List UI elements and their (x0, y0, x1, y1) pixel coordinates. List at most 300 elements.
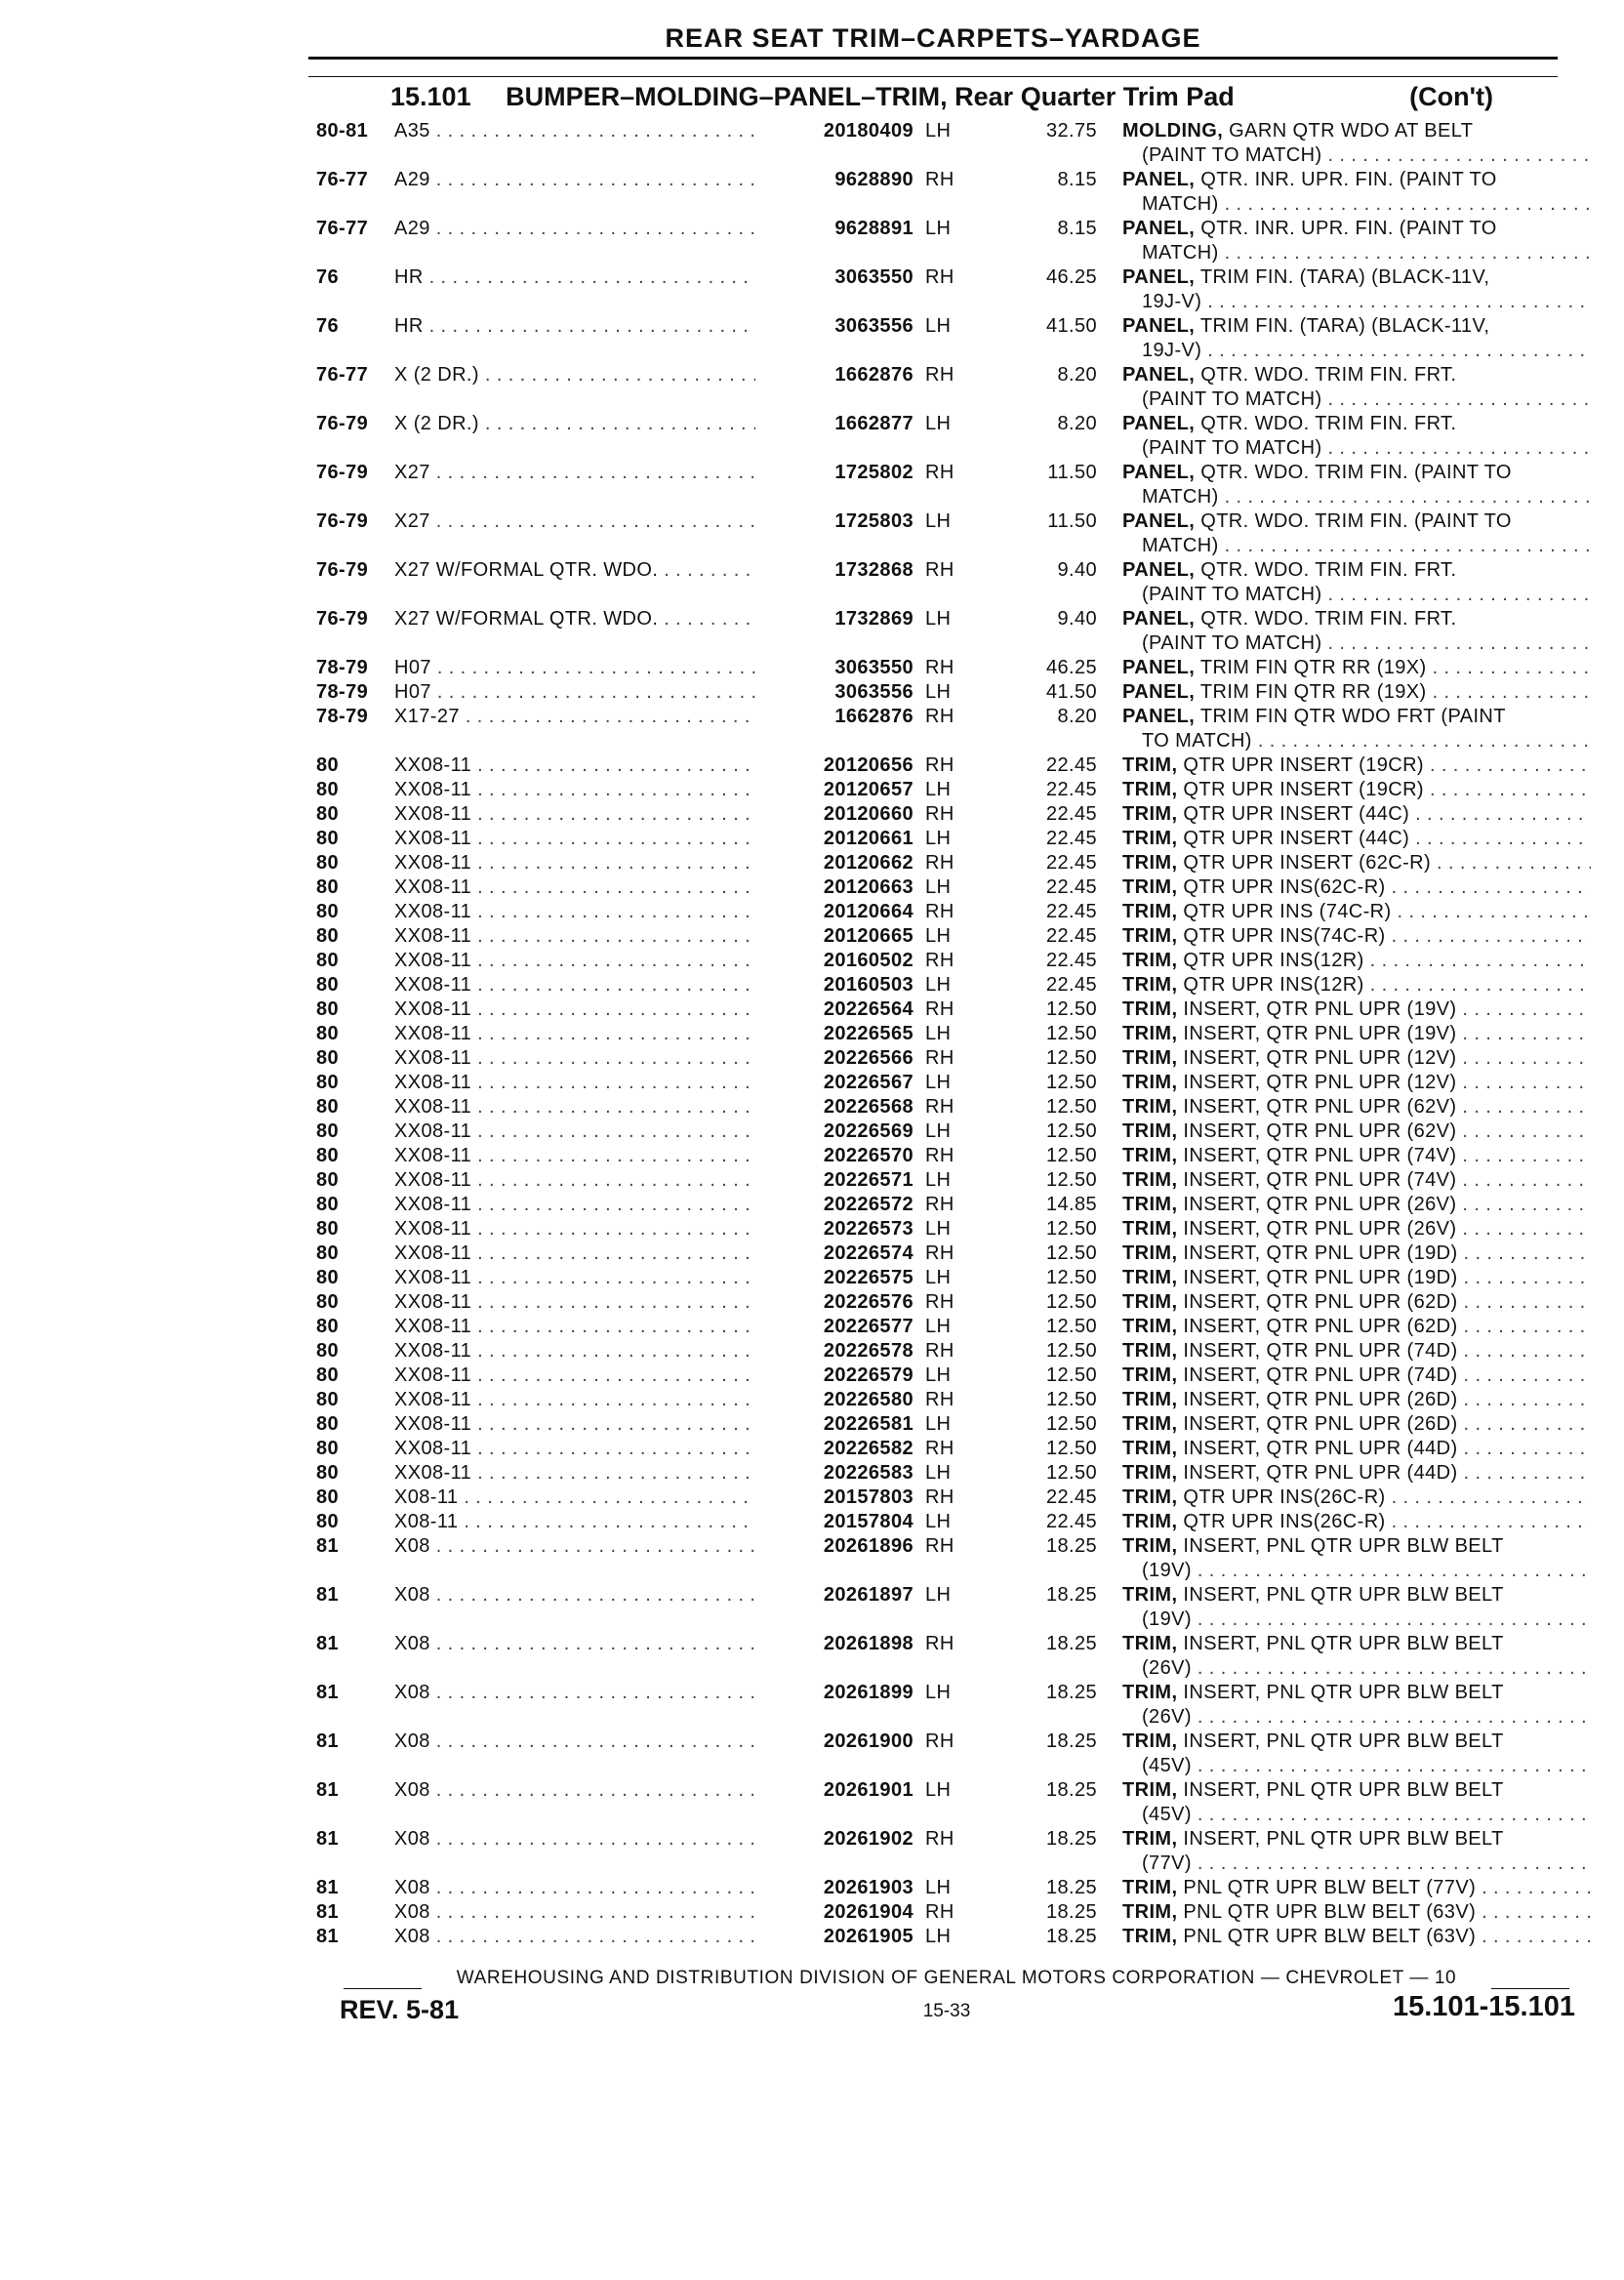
row-description (1122, 802, 1591, 827)
row-side: LH (925, 1682, 952, 1703)
row-part-number: 1725802 (834, 462, 914, 483)
row-description-text: TRIM FIN QTR WDO FRT (PAINT (1199, 706, 1506, 727)
row-price: 22.45 (1045, 1486, 1097, 1508)
row-part-number: 20226568 (823, 1096, 914, 1118)
row-description-key: TRIM, (1122, 1194, 1178, 1215)
row-description-key: TRIM, (1122, 876, 1178, 898)
row-part-number: 20261899 (823, 1682, 914, 1703)
row-side: LH (925, 1584, 952, 1606)
row-year: 80 (316, 1486, 340, 1508)
row-price: 18.25 (1045, 1828, 1097, 1850)
row-description (1122, 1583, 1591, 1632)
row-description-key: TRIM, (1122, 1096, 1178, 1118)
row-description-key: TRIM, (1122, 803, 1178, 825)
row-description-text: INSERT, QTR PNL UPR (26D) (1183, 1413, 1458, 1435)
row-year: 76-79 (316, 413, 369, 434)
row-year: 80 (316, 1267, 340, 1288)
row-description-key: TRIM, (1122, 1340, 1178, 1362)
row-description-key: TRIM, (1122, 1291, 1178, 1313)
row-part-number: 9628891 (834, 218, 914, 239)
row-part-number: 20226566 (823, 1047, 914, 1069)
row-year: 81 (316, 1584, 340, 1606)
row-description-text: QTR. INR. UPR. FIN. (PAINT TO (1200, 169, 1497, 190)
row-description-text: QTR. WDO. TRIM FIN. (PAINT TO (1200, 462, 1512, 483)
row-side: LH (925, 608, 952, 630)
row-year: 80 (316, 1438, 340, 1459)
row-description-key: TRIM, (1122, 1730, 1178, 1752)
page-header-title: REAR SEAT TRIM–CARPETS–YARDAGE (665, 23, 1201, 53)
row-price: 22.45 (1045, 925, 1097, 947)
row-side: RH (925, 657, 954, 678)
row-price: 12.50 (1045, 1096, 1097, 1118)
row-part-number: 20120661 (823, 828, 914, 849)
row-description (1122, 973, 1591, 998)
row-side: LH (925, 1218, 952, 1240)
row-side: LH (925, 876, 952, 898)
row-side: RH (925, 1901, 954, 1923)
row-option: XX08-11 . . . (394, 778, 755, 802)
section-range: 15.101-15.101 (1392, 1991, 1575, 2022)
row-part-number: 3063550 (834, 266, 914, 288)
row-description-key: TRIM, (1122, 1364, 1178, 1386)
row-description-continued: (PAINT TO MATCH) . . . (1122, 143, 1591, 168)
row-part-number: 20226564 (823, 998, 914, 1020)
row-year: 76 (316, 266, 340, 288)
row-description (1122, 1876, 1591, 1900)
row-description-text: INSERT, PNL QTR UPR BLW BELT (1183, 1730, 1504, 1752)
row-description (1122, 1730, 1591, 1778)
row-price: 12.50 (1045, 1364, 1097, 1386)
row-description-key: PANEL, (1122, 218, 1196, 239)
row-side: RH (925, 754, 954, 776)
row-year: 81 (316, 1901, 340, 1923)
row-price: 22.45 (1045, 754, 1097, 776)
row-side: LH (925, 1267, 952, 1288)
row-description-key: PANEL, (1122, 266, 1196, 288)
row-year: 80 (316, 1511, 340, 1532)
row-price: 8.20 (1057, 706, 1097, 727)
row-description (1122, 875, 1591, 900)
row-year: 80 (316, 1120, 340, 1142)
row-option: XX08-11 . . . (394, 875, 755, 900)
row-description-continued: MATCH) . . . (1122, 192, 1591, 217)
row-price: 12.50 (1045, 1462, 1097, 1484)
row-price: 12.50 (1045, 1413, 1097, 1435)
row-description-text: QTR UPR INS(26C-R) (1183, 1511, 1386, 1532)
row-price: 41.50 (1045, 315, 1097, 337)
row-side: RH (925, 1096, 954, 1118)
row-side: LH (925, 1169, 952, 1191)
row-description-key: PANEL, (1122, 657, 1196, 678)
row-description-key: TRIM, (1122, 1047, 1178, 1069)
row-side: RH (925, 1438, 954, 1459)
row-option: XX08-11 . . . (394, 1168, 755, 1193)
section-number: 15.101 (390, 82, 471, 111)
section-name: BUMPER–MOLDING–PANEL–TRIM, (506, 82, 948, 111)
row-year: 80 (316, 1096, 340, 1118)
row-description (1122, 168, 1591, 217)
row-description (1122, 119, 1591, 168)
row-description-text: QTR UPR INS (74C-R) (1183, 901, 1392, 922)
row-description (1122, 1046, 1591, 1071)
row-year: 80 (316, 754, 340, 776)
row-part-number: 20120665 (823, 925, 914, 947)
row-year: 76-79 (316, 510, 369, 532)
row-description-text: INSERT, QTR PNL UPR (74V) (1183, 1145, 1457, 1166)
row-description-key: TRIM, (1122, 998, 1178, 1020)
row-year: 76-77 (316, 364, 369, 386)
row-description (1122, 1900, 1591, 1925)
row-option: XX08-11 . . . (394, 827, 755, 851)
row-price: 12.50 (1045, 1316, 1097, 1337)
row-part-number: 3063550 (834, 657, 914, 678)
row-description-text: INSERT, QTR PNL UPR (26V) (1183, 1194, 1457, 1215)
row-year: 76-77 (316, 169, 369, 190)
row-option: A29 . . . (394, 217, 755, 241)
row-year: 80 (316, 1047, 340, 1069)
row-price: 18.25 (1045, 1682, 1097, 1703)
row-part-number: 20157804 (823, 1511, 914, 1532)
row-option: XX08-11 . . . (394, 1046, 755, 1071)
row-side: LH (925, 681, 952, 703)
row-part-number: 20157803 (823, 1486, 914, 1508)
row-side: RH (925, 998, 954, 1020)
row-option: XX08-11 . . . (394, 1388, 755, 1412)
row-description (1122, 217, 1591, 265)
row-side: RH (925, 462, 954, 483)
row-part-number: 20120657 (823, 779, 914, 800)
row-description-text: QTR UPR INSERT (44C) (1183, 828, 1410, 849)
row-side: LH (925, 1511, 952, 1532)
row-description-text: INSERT, QTR PNL UPR (19V) (1183, 1023, 1457, 1044)
row-part-number: 20261900 (823, 1730, 914, 1752)
row-description-text: INSERT, QTR PNL UPR (44D) (1183, 1462, 1458, 1484)
row-part-number: 20120662 (823, 852, 914, 874)
row-description-text: INSERT, QTR PNL UPR (26D) (1183, 1389, 1458, 1410)
row-description (1122, 1461, 1591, 1486)
row-year: 80 (316, 1316, 340, 1337)
row-side: RH (925, 1633, 954, 1654)
row-description-text: QTR UPR INSERT (19CR) (1183, 754, 1424, 776)
row-description (1122, 705, 1591, 753)
row-price: 22.45 (1045, 803, 1097, 825)
row-year: 80 (316, 828, 340, 849)
row-description-continued: (77V) . . . (1122, 1852, 1591, 1876)
row-option: XX08-11 . . . (394, 998, 755, 1022)
row-part-number: 20226571 (823, 1169, 914, 1191)
row-option: X (2 DR.) . . . (394, 363, 755, 387)
row-price: 11.50 (1047, 462, 1097, 483)
row-year: 80 (316, 1218, 340, 1240)
row-option: XX08-11 . . . (394, 1461, 755, 1486)
row-year: 78-79 (316, 706, 369, 727)
row-part-number: 20226572 (823, 1194, 914, 1215)
row-side: LH (925, 1877, 952, 1898)
row-description (1122, 265, 1591, 314)
row-description-key: MOLDING, (1122, 120, 1224, 142)
row-side: RH (925, 706, 954, 727)
row-description (1122, 924, 1591, 949)
row-part-number: 1732868 (834, 559, 914, 581)
row-price: 12.50 (1045, 1023, 1097, 1044)
row-price: 22.45 (1045, 779, 1097, 800)
row-description-text: QTR UPR INSERT (44C) (1183, 803, 1410, 825)
row-description-text: GARN QTR WDO AT BELT (1229, 120, 1474, 142)
row-side: LH (925, 1926, 952, 1947)
row-part-number: 20226575 (823, 1267, 914, 1288)
row-option: X08 . . . (394, 1730, 755, 1754)
row-description-key: TRIM, (1122, 852, 1178, 874)
row-description-key: PANEL, (1122, 364, 1196, 386)
row-description-text: INSERT, QTR PNL UPR (74V) (1183, 1169, 1457, 1191)
row-year: 80 (316, 1462, 340, 1484)
row-description-text: INSERT, QTR PNL UPR (74D) (1183, 1364, 1458, 1386)
row-part-number: 20180409 (823, 120, 914, 142)
row-description-key: TRIM, (1122, 1023, 1178, 1044)
row-option: X08-11 . . . (394, 1486, 755, 1510)
row-option: XX08-11 . . . (394, 1437, 755, 1461)
row-option: X27 . . . (394, 461, 755, 485)
row-description (1122, 509, 1591, 558)
row-part-number: 20226577 (823, 1316, 914, 1337)
row-side: LH (925, 1023, 952, 1044)
row-price: 12.50 (1045, 1389, 1097, 1410)
row-description (1122, 656, 1591, 680)
row-description-text: QTR. WDO. TRIM FIN. FRT. (1200, 364, 1457, 386)
row-year: 80 (316, 998, 340, 1020)
row-description-key: TRIM, (1122, 1926, 1178, 1947)
row-description-key: TRIM, (1122, 1218, 1178, 1240)
row-year: 81 (316, 1828, 340, 1850)
row-option: X27 W/FORMAL QTR. WDO. . . . (394, 558, 755, 583)
row-description-text: INSERT, PNL QTR UPR BLW BELT (1183, 1633, 1504, 1654)
row-part-number: 20226576 (823, 1291, 914, 1313)
row-description-key: PANEL, (1122, 510, 1196, 532)
row-price: 18.25 (1045, 1926, 1097, 1947)
row-price: 18.25 (1045, 1535, 1097, 1557)
row-description (1122, 412, 1591, 461)
row-description-key: TRIM, (1122, 1072, 1178, 1093)
row-description-text: QTR UPR INS(12R) (1183, 974, 1364, 996)
row-side: LH (925, 779, 952, 800)
row-option: XX08-11 . . . (394, 1071, 755, 1095)
row-description-key: TRIM, (1122, 1901, 1178, 1923)
row-side: LH (925, 828, 952, 849)
row-description (1122, 1510, 1591, 1534)
row-price: 18.25 (1045, 1901, 1097, 1923)
row-description-key: TRIM, (1122, 1267, 1178, 1288)
row-price: 8.15 (1057, 169, 1097, 190)
row-price: 12.50 (1045, 1047, 1097, 1069)
row-part-number: 20226580 (823, 1389, 914, 1410)
row-description (1122, 607, 1591, 656)
row-part-number: 20226579 (823, 1364, 914, 1386)
row-description-continued: 19J-V) . . . (1122, 339, 1591, 363)
row-part-number: 3063556 (834, 315, 914, 337)
row-price: 12.50 (1045, 1169, 1097, 1191)
row-part-number: 20261905 (823, 1926, 914, 1947)
row-description-text: QTR. INR. UPR. FIN. (PAINT TO (1200, 218, 1497, 239)
row-side: LH (925, 1120, 952, 1142)
row-description (1122, 1217, 1591, 1242)
row-year: 76-79 (316, 559, 369, 581)
row-part-number: 20226573 (823, 1218, 914, 1240)
row-price: 12.50 (1045, 1291, 1097, 1313)
row-side: RH (925, 1730, 954, 1752)
row-description-continued: MATCH) . . . (1122, 534, 1591, 558)
row-side: LH (925, 218, 952, 239)
row-description-key: PANEL, (1122, 706, 1196, 727)
row-description-text: INSERT, QTR PNL UPR (62V) (1183, 1120, 1457, 1142)
row-description-key: TRIM, (1122, 1682, 1178, 1703)
row-option: X08 . . . (394, 1900, 755, 1925)
row-part-number: 20226574 (823, 1242, 914, 1264)
row-part-number: 20226582 (823, 1438, 914, 1459)
row-description-key: TRIM, (1122, 901, 1178, 922)
row-option: X08 . . . (394, 1876, 755, 1900)
row-price: 8.15 (1057, 218, 1097, 239)
row-description-key: TRIM, (1122, 754, 1178, 776)
row-side: LH (925, 510, 952, 532)
row-option: X08 . . . (394, 1925, 755, 1949)
row-part-number: 3063556 (834, 681, 914, 703)
row-part-number: 20120656 (823, 754, 914, 776)
row-description (1122, 1681, 1591, 1730)
row-part-number: 20226578 (823, 1340, 914, 1362)
row-description-key: TRIM, (1122, 1633, 1178, 1654)
row-price: 12.50 (1045, 1145, 1097, 1166)
row-part-number: 20226567 (823, 1072, 914, 1093)
row-option: XX08-11 . . . (394, 1193, 755, 1217)
row-side: LH (925, 1072, 952, 1093)
row-year: 80 (316, 974, 340, 996)
header-rule-thin (308, 76, 1558, 77)
row-year: 76 (316, 315, 340, 337)
row-price: 12.50 (1045, 1120, 1097, 1142)
row-price: 22.45 (1045, 974, 1097, 996)
row-price: 22.45 (1045, 1511, 1097, 1532)
row-description-continued: (PAINT TO MATCH) . . . (1122, 387, 1591, 412)
row-price: 22.45 (1045, 950, 1097, 971)
row-description-key: PANEL, (1122, 681, 1196, 703)
row-option: XX08-11 . . . (394, 924, 755, 949)
row-description (1122, 1168, 1591, 1193)
row-description-key: PANEL, (1122, 413, 1196, 434)
row-description (1122, 1095, 1591, 1120)
row-description-text: INSERT, PNL QTR UPR BLW BELT (1183, 1682, 1504, 1703)
row-part-number: 1662876 (834, 706, 914, 727)
row-part-number: 20160502 (823, 950, 914, 971)
row-description-text: TRIM FIN. (TARA) (BLACK-11V, (1199, 315, 1490, 337)
row-price: 32.75 (1045, 120, 1097, 142)
row-option: XX08-11 . . . (394, 802, 755, 827)
row-year: 80 (316, 852, 340, 874)
row-description (1122, 1022, 1591, 1046)
row-description (1122, 1266, 1591, 1290)
row-year: 80 (316, 1389, 340, 1410)
row-description-text: QTR UPR INSERT (19CR) (1183, 779, 1424, 800)
row-year: 80 (316, 1023, 340, 1044)
row-year: 76-79 (316, 608, 369, 630)
row-description (1122, 998, 1591, 1022)
row-part-number: 9628890 (834, 169, 914, 190)
row-option: X08 . . . (394, 1534, 755, 1559)
row-side: RH (925, 950, 954, 971)
row-description (1122, 1144, 1591, 1168)
row-option: XX08-11 . . . (394, 753, 755, 778)
row-description (1122, 1486, 1591, 1510)
row-description-key: PANEL, (1122, 169, 1196, 190)
row-price: 8.20 (1057, 413, 1097, 434)
row-option: XX08-11 . . . (394, 1022, 755, 1046)
footer-rule-right (1491, 1988, 1569, 1989)
row-description (1122, 1778, 1591, 1827)
row-part-number: 20261903 (823, 1877, 914, 1898)
row-price: 18.25 (1045, 1779, 1097, 1801)
row-description-continued: (PAINT TO MATCH) . . . (1122, 583, 1591, 607)
row-price: 12.50 (1045, 1267, 1097, 1288)
section-title (390, 82, 1493, 112)
row-part-number: 1662876 (834, 364, 914, 386)
row-description-text: INSERT, QTR PNL UPR (62D) (1183, 1291, 1458, 1313)
row-price: 11.50 (1047, 510, 1097, 532)
row-description-text: INSERT, QTR PNL UPR (44D) (1183, 1438, 1458, 1459)
row-price: 18.25 (1045, 1633, 1097, 1654)
row-side: RH (925, 1828, 954, 1850)
row-price: 18.25 (1045, 1730, 1097, 1752)
row-option: XX08-11 . . . (394, 1364, 755, 1388)
row-description (1122, 778, 1591, 802)
row-description-continued: MATCH) . . . (1122, 241, 1591, 265)
row-option: HR . . . (394, 314, 755, 339)
row-description-key: TRIM, (1122, 1120, 1178, 1142)
row-option: XX08-11 . . . (394, 1290, 755, 1315)
row-description-text: PNL QTR UPR BLW BELT (63V) (1183, 1901, 1477, 1923)
row-side: LH (925, 974, 952, 996)
row-description-key: TRIM, (1122, 1242, 1178, 1264)
row-part-number: 20261904 (823, 1901, 914, 1923)
row-description (1122, 1242, 1591, 1266)
row-description-text: QTR UPR INSERT (62C-R) (1183, 852, 1432, 874)
row-year: 81 (316, 1877, 340, 1898)
row-description (1122, 314, 1591, 363)
section-subtitle: Rear Quarter Trim Pad (954, 82, 1235, 111)
row-side: RH (925, 1340, 954, 1362)
row-description-text: TRIM FIN QTR RR (19X) (1199, 681, 1427, 703)
row-side: RH (925, 1242, 954, 1264)
row-year: 81 (316, 1926, 340, 1947)
row-description-continued: (PAINT TO MATCH) . . . (1122, 436, 1591, 461)
continued-label: (Con't) (1409, 82, 1493, 111)
row-description (1122, 827, 1591, 851)
row-year: 80 (316, 1413, 340, 1435)
row-option: XX08-11 . . . (394, 1095, 755, 1120)
row-description-text: QTR UPR INS(12R) (1183, 950, 1364, 971)
row-side: LH (925, 925, 952, 947)
row-option: XX08-11 . . . (394, 1339, 755, 1364)
row-description-key: TRIM, (1122, 779, 1178, 800)
row-price: 22.45 (1045, 901, 1097, 922)
row-description (1122, 1827, 1591, 1876)
row-description-key: TRIM, (1122, 1413, 1178, 1435)
row-side: LH (925, 120, 952, 142)
row-price: 9.40 (1057, 559, 1097, 581)
row-description-key: TRIM, (1122, 1877, 1178, 1898)
row-side: LH (925, 1413, 952, 1435)
row-description-text: QTR UPR INS(74C-R) (1183, 925, 1386, 947)
row-part-number: 20226565 (823, 1023, 914, 1044)
row-description-key: TRIM, (1122, 950, 1178, 971)
